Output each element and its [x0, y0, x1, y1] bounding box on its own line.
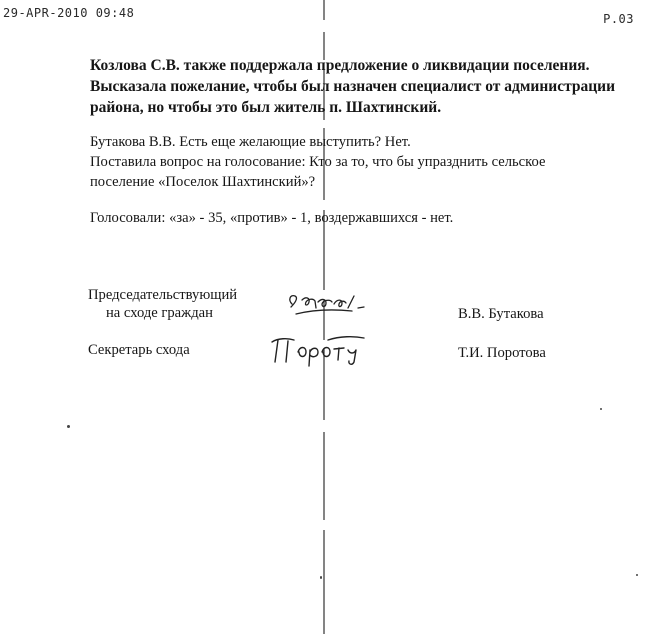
secretary-title: Секретарь схода — [88, 342, 190, 358]
paragraph1-line1: Козлова С.В. также поддержала предложение о ликвидации поселения. — [90, 57, 590, 74]
paragraph2-line2: Поставила вопрос на голосование: Кто за то, что бы упразднить сельское — [90, 154, 546, 170]
scan-speck — [600, 408, 602, 410]
fax-timestamp: 29-APR-2010 09:48 — [3, 6, 135, 20]
scan-speck — [320, 576, 322, 579]
fax-page-number: P.03 — [603, 12, 634, 26]
paragraph2-line1: Бутакова В.В. Есть еще желающие выступить? Нет. — [90, 134, 411, 150]
secretary-name: Т.И. Поротова — [458, 345, 546, 361]
scan-speck — [636, 574, 638, 576]
paragraph1-line3: района, но чтобы это был житель п. Шахтинский. — [90, 99, 442, 116]
chair-name: В.В. Бутакова — [458, 306, 544, 322]
chair-handwritten-signature — [282, 290, 382, 324]
chair-title-line1: Председательствующий — [88, 287, 238, 303]
chair-title-line2: на сходе граждан — [106, 305, 213, 321]
vote-result: Голосовали: «за» - 35, «против» - 1, воздержавшихся - нет. — [90, 210, 454, 226]
scan-speck — [67, 425, 70, 428]
paragraph2-line3: поселение «Поселок Шахтинский»? — [90, 174, 316, 190]
secretary-handwritten-signature — [268, 332, 378, 368]
paragraph1-line2: Высказала пожелание, чтобы был назначен специалист от администрации — [90, 78, 616, 95]
